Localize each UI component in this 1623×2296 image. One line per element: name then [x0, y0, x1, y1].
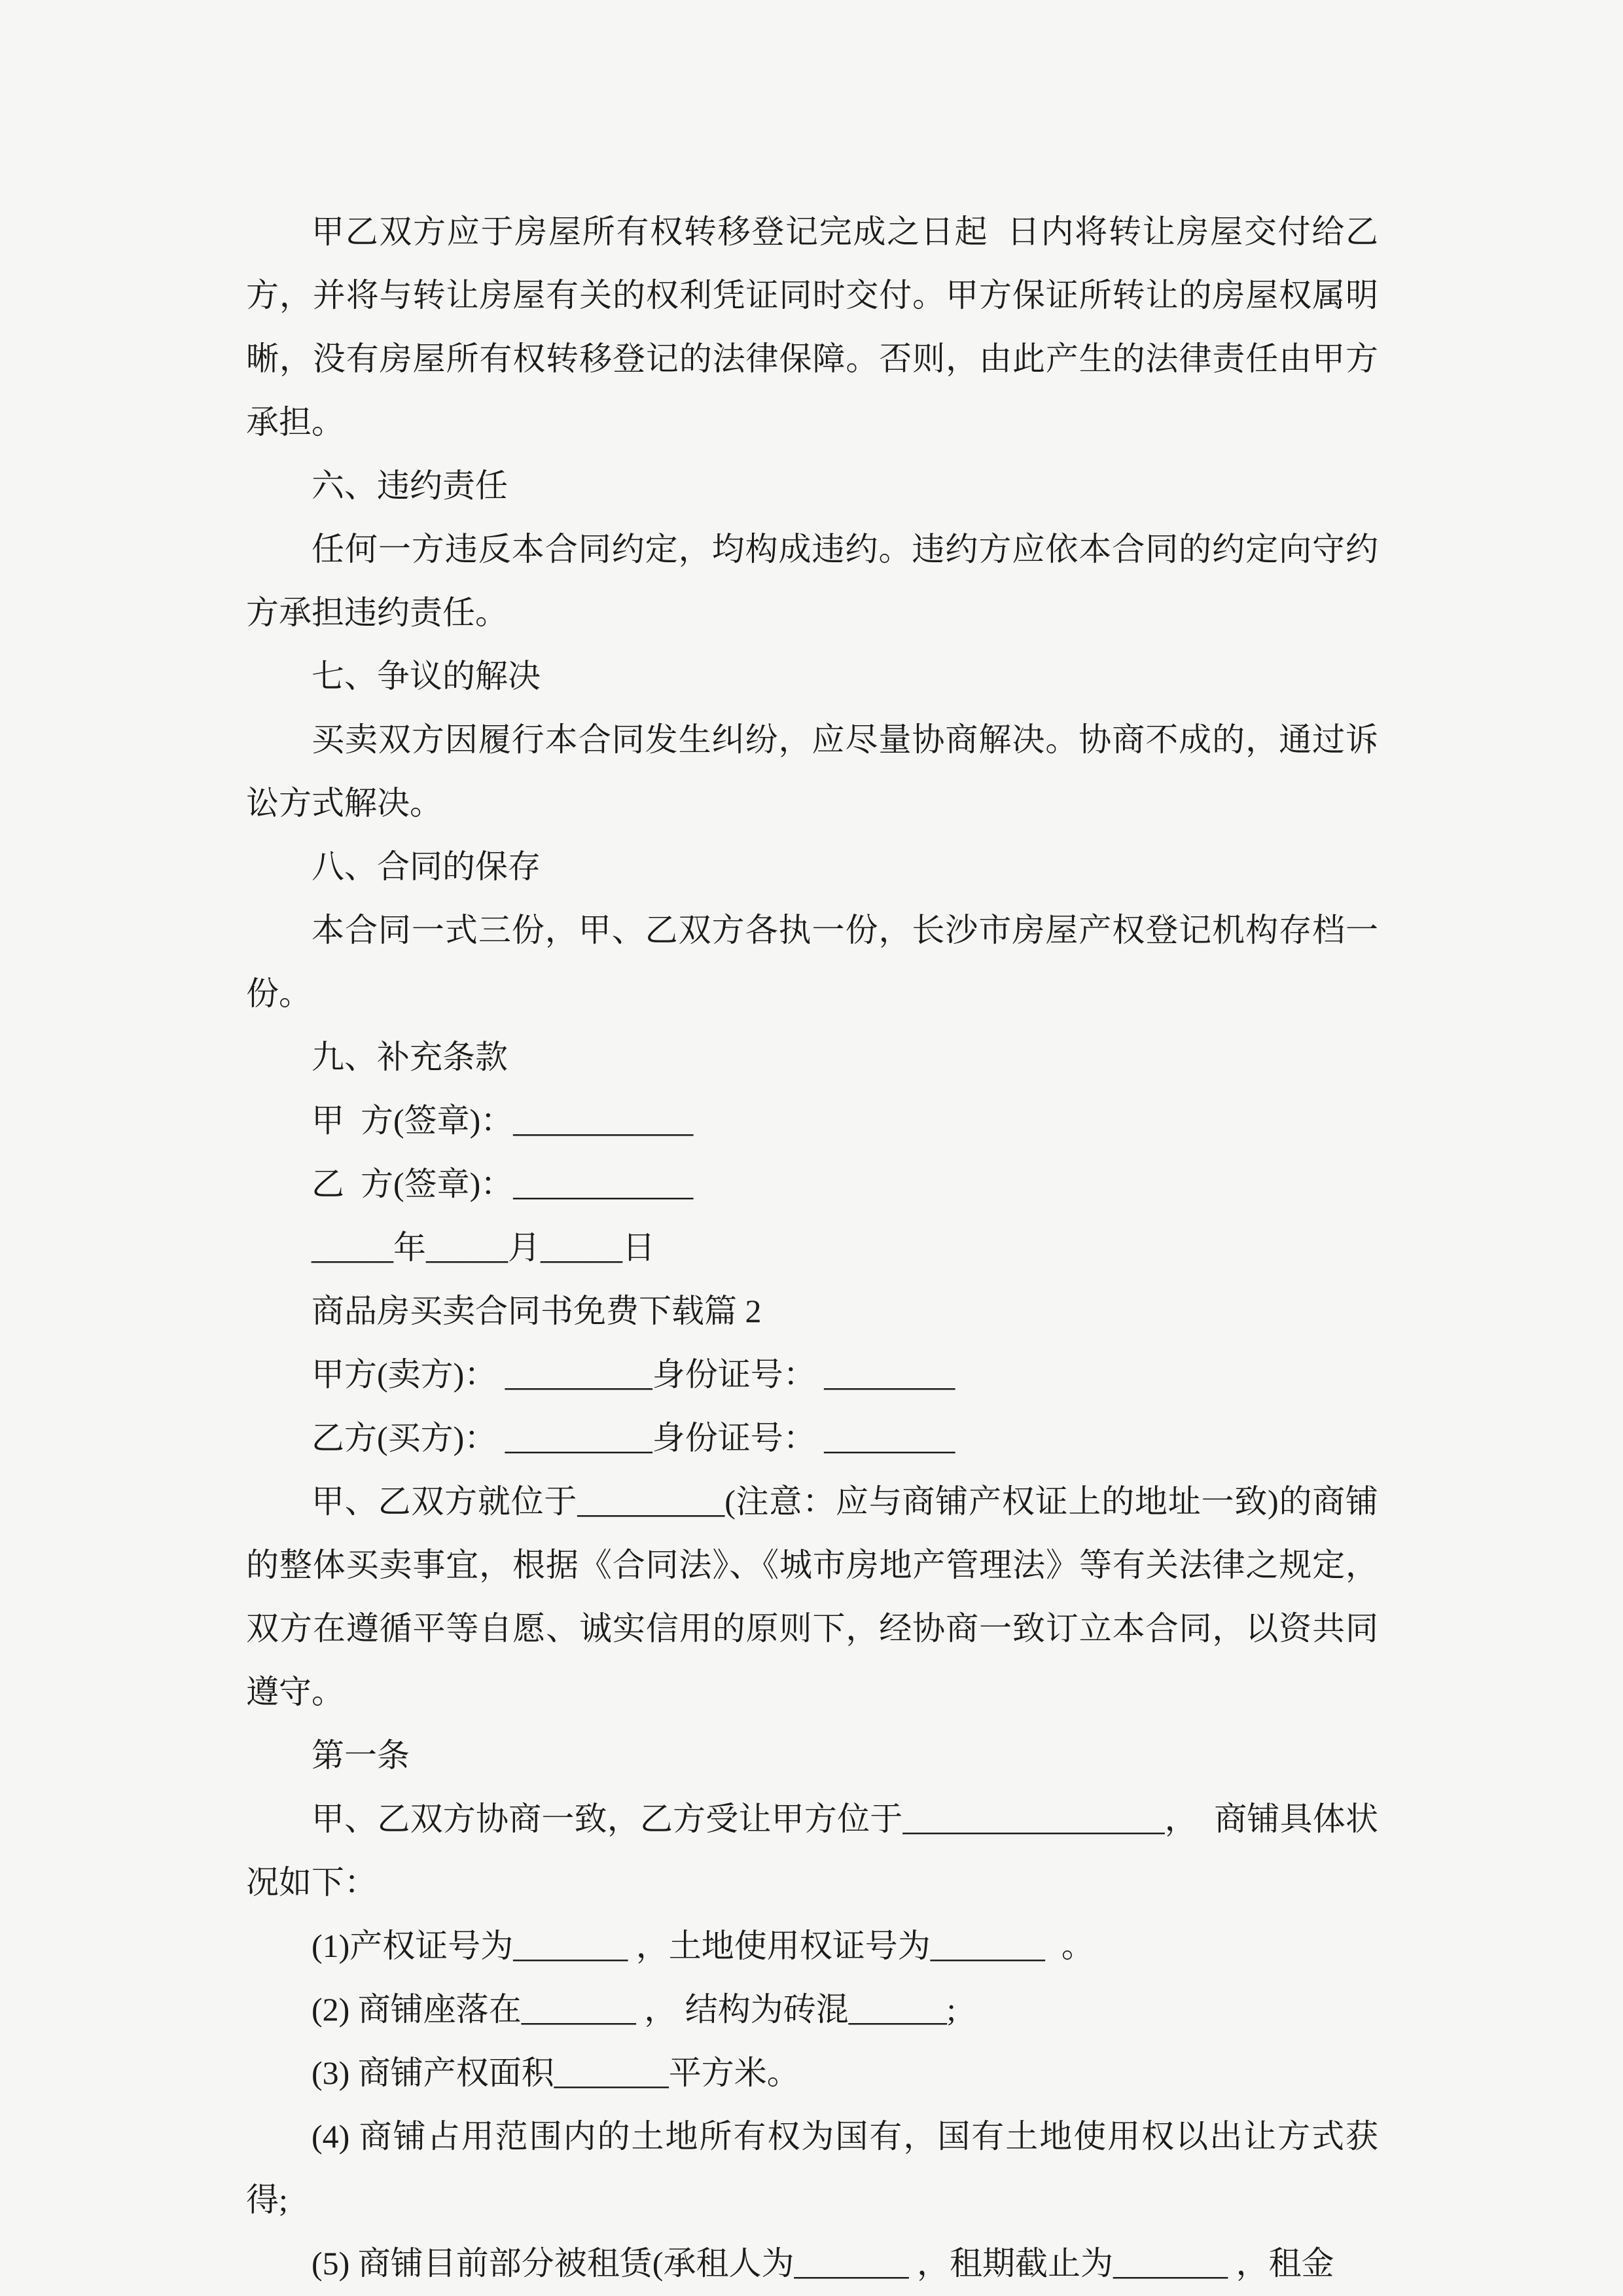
date-blank-line: _____年_____月_____日: [312, 1229, 655, 1266]
clause-heading-supplementary-terms: 九、补充条款: [312, 1039, 508, 1075]
item-1-certificate-numbers: (1)产权证号为_______ ，土地使用权证号为_______ 。: [312, 1928, 1094, 1964]
contract-text-block: [246, 200, 1378, 2295]
party-b-buyer-id-line: 乙方(买方)： _________身份证号： ________: [312, 1420, 955, 1456]
item-2-location-structure: (2) 商铺座落在_______ ， 结构为砖混______;: [312, 1991, 956, 2028]
item-5-lease-status: (5) 商铺目前部分被租赁(承租人为_______ ，租期截止为_______ ，租金: [312, 2245, 1334, 2282]
clause-heading-dispute-resolution: 七、争议的解决: [312, 658, 541, 694]
section-2-title: 商品房买卖合同书免费下载篇 2: [312, 1293, 762, 1329]
article-1-intro: 甲、乙双方协商一致，乙方受让甲方位于________________， 商铺具体状况如下：: [246, 1801, 1378, 1901]
clause-body-contract-storage: 本合同一式三份，甲、乙双方各执一份，长沙市房屋产权登记机构存档一份。: [246, 912, 1378, 1012]
clause-heading-contract-storage: 八、合同的保存: [312, 848, 541, 885]
clause-body-breach-liability: 任何一方违反本合同约定，均构成违约。违约方应依本合同的约定向守约方承担违约责任。: [246, 531, 1378, 631]
clause-body-house-delivery: 甲乙双方应于房屋所有权转移登记完成之日起 日内将转让房屋交付给乙方，并将与转让房屋有关的权利凭证同时交付。甲方保证所转让的房屋权属明晰，没有房屋所有权转移登记的法律保障。否则，由此产生的法律责任由甲方承担。: [246, 213, 1378, 440]
clause-heading-breach-liability: 六、违约责任: [312, 467, 508, 504]
item-4-land-ownership: (4) 商铺占用范围内的土地所有权为国有，国有土地使用权以出让方式获得;: [246, 2118, 1378, 2218]
clause-body-dispute-resolution: 买卖双方因履行本合同发生纠纷，应尽量协商解决。协商不成的，通过诉讼方式解决。: [246, 721, 1378, 821]
party-a-signature-line: 甲 方(签章)：___________: [312, 1102, 694, 1139]
article-1-heading: 第一条: [312, 1737, 410, 1774]
party-a-seller-id-line: 甲方(卖方)： _________身份证号： ________: [312, 1356, 955, 1393]
preamble-paragraph: 甲、乙双方就位于_________(注意：应与商铺产权证上的地址一致)的商铺的整体买卖事宜，根据《合同法》、《城市房地产管理法》等有关法律之规定，双方在遵循平等自愿、诚实信用的原则下，经协商一致订立本合同，以资共同遵守。: [246, 1483, 1378, 1710]
item-3-property-area: (3) 商铺产权面积_______平方米。: [312, 2054, 800, 2091]
party-b-signature-line: 乙 方(签章)：___________: [312, 1166, 694, 1202]
